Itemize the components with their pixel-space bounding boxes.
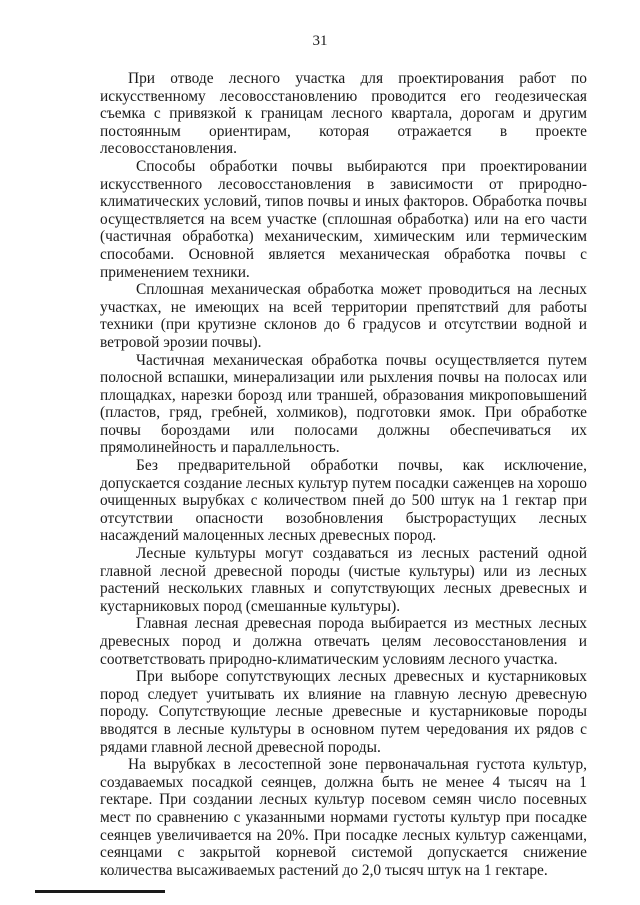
paragraph-partial-treatment: Частичная механическая обработка почвы осуществляется путем полосной вспашки, минерализации или рыхления почвы на полосах или площадках, нарезки борозд или траншей, образования микроповышений (пластов, гряд, гребней, холмиков), подготовки ямок. При обработке почвы бороздами или полосами должны обеспечиваться их прямолинейность и параллельность. (100, 351, 587, 457)
paragraph-no-pretreatment: Без предварительной обработки почвы, как исключение, допускается создание лесных культур путем посадки саженцев на хорошо очищенных вырубках с количеством пней до 500 штук на 1 гектар при отсутствии опасности возобновления быстрорастущих лесных насаждений малоценных лесных древесных пород. (100, 457, 587, 545)
document-body (100, 70, 587, 879)
paragraph-accompanying-species: При выборе сопутствующих лесных древесных и кустарниковых пород следует учитывать их влияние на главную лесную древесную породу. Сопутствующие лесные древесные и кустарниковые породы вводятся в лесные культуры в основном путем чередования их рядов с рядами главной лесной древесной породы. (100, 668, 587, 756)
paragraph-survey: При отводе лесного участка для проектирования работ по искусственному лесовосстановлению проводится его геодезическая съемка с привязкой к границам лесного квартала, дорогам и другим постоянным ориентирам, которая отражается в проекте лесовосстановления. (100, 70, 587, 158)
page-number: 31 (312, 33, 328, 49)
paragraph-planting-density: На вырубках в лесостепной зоне первоначальная густота культур, создаваемых посадкой сеянцев, должна быть не менее 4 тысяч на 1 гектаре. При создании лесных культур посевом семян число посевных мест по сравнению с указанными нормами густоты культур при посадке сеянцев увеличивается на 20%. При посадке лесных культур саженцами, сеянцами с закрытой корневой системой допускается снижение количества высаживаемых растений до 2,0 тысяч штук на 1 гектаре. (100, 756, 587, 879)
paragraph-soil-treatment-methods: Способы обработки почвы выбираются при проектировании искусственного лесовосстановления в зависимости от природно-климатических условий, типов почвы и иных факторов. Обработка почвы осуществляется на всем участке (сплошная обработка) или на его части (частичная обработка) механическим, химическим или термическим способами. Основной является механическая обработка почвы с применением техники. (100, 157, 587, 281)
paragraph-continuous-treatment: Сплошная механическая обработка может проводиться на лесных участках, не имеющих на всей территории препятствий для работы техники (при крутизне склонов до 6 градусов и отсутствии водной и ветровой эрозии почвы). (100, 281, 587, 351)
footnote-separator-line (35, 890, 165, 893)
paragraph-main-species: Главная лесная древесная порода выбирается из местных лесных древесных пород и должна отвечать целям лесовосстановления и соответствовать природно-климатическим условиям лесного участка. (100, 615, 587, 668)
paragraph-forest-cultures: Лесные культуры могут создаваться из лесных растений одной главной лесной древесной породы (чистые культуры) или из лесных растений нескольких главных и сопутствующих лесных древесных и кустарниковых пород (смешанные культуры). (100, 545, 587, 615)
